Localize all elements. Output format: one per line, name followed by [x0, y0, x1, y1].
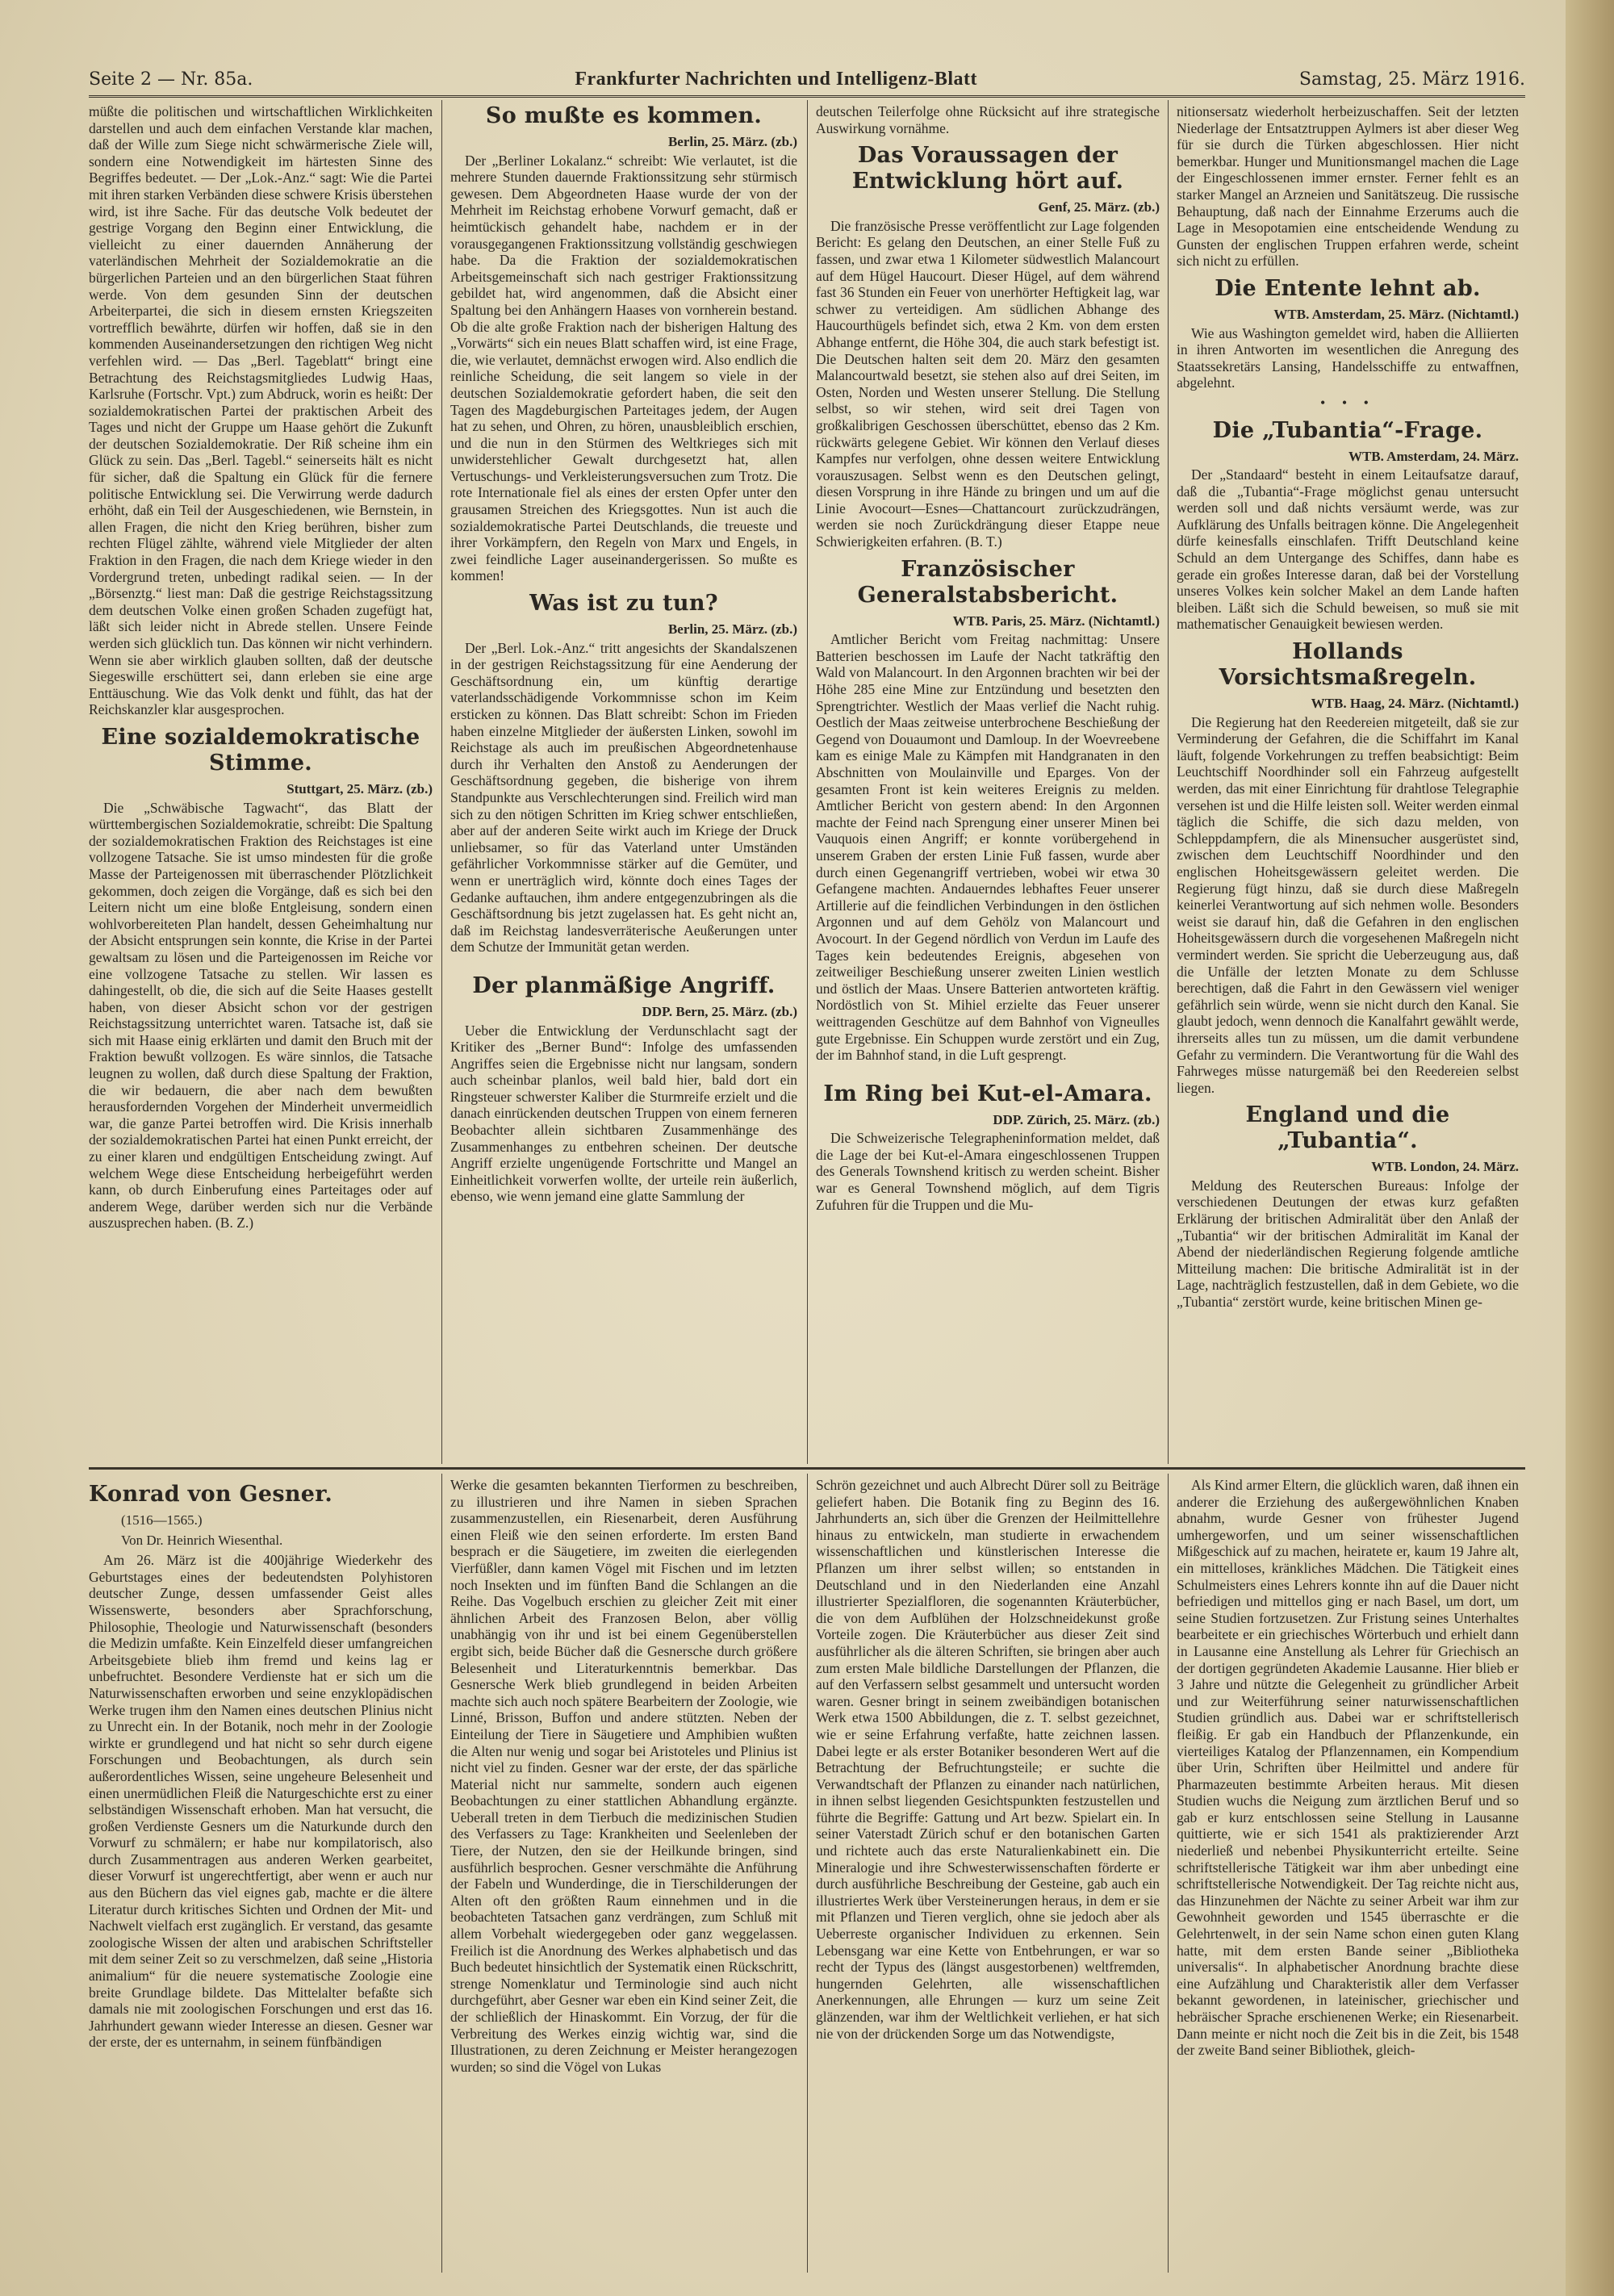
feuilleton-rule — [89, 1467, 1525, 1470]
article-headline: Französischer Generalstabsbericht. — [857, 556, 1119, 608]
article-text: Meldung des Reuterschen Bureaus: Infolge der verschiedenen Deutungen der etwas kurz gefaßten Erklärung der britischen Admiralität über den Anlaß der „Tubantia“ wir der britischen Admiralität im Kanal der Abend der niederländischen Regierung folgende amtliche Mitteilung machen: Die britische Admiralität ist in der Lage, nachträglich festzustellen, daß in dem Gebiete, wo die „Tubantia“ zerstört wurde, keine britischen Minen ge- — [1177, 1177, 1519, 1311]
article-headline: Eine sozialdemokratische Stimme. — [101, 724, 420, 776]
article-text: nitionsersatz wiederholt herbeizuschaffen. Seit der letzten Niederlage der Entsatztruppen Aylmers ist aber dieser Weg für sie durch die Türken abgeschlossen. Hier nicht bemerkbar. Hunger und Munitionsmangel machen die Lage der Eingeschlossenen immer ernster. Ferner fehlt es an starker Mangel an Arzneien und Sanitätszeug. Die russische Behauptung, daß nach der Einnahme Erzerums auch die Lage in Mesopotamien eine entscheidende Wendung zu Gunsten der englischen Truppen erfahren werde, scheint sich nicht zu erfüllen. — [1177, 103, 1519, 270]
feuilleton-column-1 — [89, 1477, 433, 2272]
feuilleton-byline: Von Dr. Heinrich Wiesenthal. — [121, 1532, 283, 1548]
article-dateline: WTB. Amsterdam, 24. März. — [1348, 448, 1519, 464]
article-dateline: Stuttgart, 25. März. (zb.) — [286, 780, 433, 797]
issue-date: Samstag, 25. März 1916. — [1298, 69, 1525, 90]
column-1 — [89, 103, 433, 1464]
feuilleton-column-3 — [816, 1477, 1160, 2272]
article-headline: Die Entente lehnt ab. — [1215, 275, 1481, 301]
column-rule — [1168, 1474, 1169, 2273]
article-text: Der „Berliner Lokalanz.“ schreibt: Wie verlautet, ist die mehrere Stunden dauernde Fraktionssitzung sehr stürmisch gewesen. Dem Abgeordneten Haase wurde der von der Mehrheit im Reichstag erhobene Vorwurf gemacht, daß er heimtückisch gehandelt habe, nachdem er in der vorausgegangenen Fraktionssitzung vollständig geschwiegen habe. Da die Fraktion der sozialdemokratischen Arbeitsgemeinschaft sich nach gestriger Fraktionssitzung gebildet hat, wird angenommen, daß die Absicht einer Spaltung bei den Anhängern Haases von vornherein bestand. Ob die alte große Fraktion nach der bisherigen Haltung des „Vorwärts“ sich ein neues Blatt schaffen wird, ist eine Frage, die, wie verlautet, demnächst erwogen wird. Also endlich die reinliche Scheidung, die seit langem so viele in der deutschen Sozialdemokratie gefordert haben, die seit den Tagen des Magdeburgischen Parteitages jedem, der Augen hat zu sehen, und Ohren, zu hören, unausbleiblich erschien, und die nun in den Stürmen des Weltkrieges sich mit unwiderstehlicher Gewalt durchgesetzt hat, allen Vertuschungs- und Verkleisterungsversuchen zum Trotz. Die rote Internationale fiel als eines der ersten Opfer unter den grausamen Streichen des Kriegsgottes. Nun ist auch die sozialdemokratische Partei Deutschlands, die treueste und ihrer Vorkämpfern, den Regeln von Marx und Engels, in zwei feindliche Lager auseinandergerissen. So mußte es kommen! — [450, 152, 797, 584]
article-dateline: WTB. Paris, 25. März. (Nichtamtl.) — [952, 613, 1160, 629]
article-dateline: WTB. London, 24. März. — [1371, 1159, 1519, 1175]
paper-edge — [1566, 0, 1614, 2296]
article-text: deutschen Teilerfolge ohne Rücksicht auf ihre strategische Auswirkung vornähme. — [816, 103, 1160, 136]
article-headline: England und die „Tubantia“. — [1245, 1102, 1450, 1154]
article-text: Die Schweizerische Telegrapheninformation meldet, daß die Lage der bei Kut-el-Amara eingeschlossenen Truppen des Generals Townshend kritisch zu werden scheint. Bisher war es General Townshend möglich, auf dem Tigris Zufuhren für die Truppen und die Mu- — [816, 1130, 1160, 1213]
article-text: Amtlicher Bericht vom Freitag nachmittag: Unsere Batterien beschossen im Laufe der Nacht tatkräftig den Wald von Malancourt. In den Argonnen brachten wir bei der Höhe 285 eine Mine zur Entzündung und besetzten den Sprengtrichter. Westlich der Maas verlief die Nacht ruhig. Oestlich der Maas zeitweise unterbrochene Beschießung der Gegend von Douaumont und Damloup. In der Woevreebene kam es einige Male zu Kämpfen mit Handgranaten in den Abschnitten von Moulainville und Eparges. Von der gesamten Front ist kein weiteres Ereignis zu melden. Amtlicher Bericht von gestern abend: In den Argonnen machte der Feind nach Sprengung einer unserer Minen bei Vauquois einen Angriff; er konnte vorübergehend in unserem Graben der ersten Linie Fuß fassen, wurde aber durch einen Gegenangriff vertrieben, wobei wir etwa 30 Gefangene machten. Andauerndes lebhaftes Feuer unserer Artillerie auf die feindlichen Verbindungen in den östlichen Argonnen und auf dem Gehölz von Malancourt und Avocourt. In der Gegend nördlich von Verdun im Laufe des Tages kein bedeutendes Ereignis, abgesehen von zeitweiliger Beschießung unserer zweiten Linien westlich und östlich der Maas. Unsere Batterien antworteten kräftig. Nordöstlich von St. Mihiel erzielte das Feuer unserer weittragenden Geschütze auf dem Bahnhof von Vigneulles gute Ergebnisse. Ein Schuppen wurde zerstört und ein Zug, der im Bahnhof stand, in die Luft gesprengt. — [816, 631, 1160, 1064]
feuilleton-column-4 — [1177, 1477, 1519, 2272]
newspaper-title: Frankfurter Nachrichten und Intelligenz-Blatt — [575, 68, 978, 90]
column-rule — [1168, 100, 1169, 1464]
article-dateline: Berlin, 25. März. (zb.) — [667, 621, 797, 638]
article-headline: Im Ring bei Kut-el-Amara. — [823, 1081, 1152, 1106]
column-rule — [441, 1474, 442, 2273]
masthead — [89, 63, 1525, 98]
article-headline: Das Voraussagen der Entwicklung hört auf. — [851, 143, 1124, 194]
article-text: Werke die gesamten bekannten Tierformen zu beschreiben, zu illustrieren und ihre Namen in sieben Sprachen zusammenzustellen, ein Riesenarbeit, deren Ausführung einen Fleiß wie den seinen erforderte. Im ersten Band besprach er die Säugetiere, im zweiten die eierlegenden Vierfüßler, dann kamen Vögel mit Fischen und im letzten noch Insekten und im fünften Band die Schlangen an die Reihe. Das Vogelbuch erschien zu gleicher Zeit mit einer ähnlichen Arbeit des Franzosen Belon, aber völlig unabhängig von ihr und ist bei einem Gegenüberstellen ergibt sich, beide Bücher daß die Gesnersche durch größere Belesenheit und Literaturkenntnis bemerkbar. Das Gesnersche Werk blieb grundlegend in beiden Arbeiten machte sich auch noch spätere Bearbeitern der Zoologie, wie Linné, Brisson, Buffon und andere stützten. Neben der Einteilung der Tiere in Säugetiere und Amphibien wußten die Alten nur wenig und sogar bei Aristoteles und Plinius ist nicht viel zu finden. Gesner war der erste, der das spärliche Material nicht nur sammelte, sondern auch eigenen Beobachtungen zu einer stattlichen Abhandlung ergänzte. Ueberall treten in dem Tierbuch die medizinischen Studien des Verfassers zu Tage: Krankheiten und Seelenleben der Tiere, der Nutzen, den sie der Heilkunde bringen, sind ausführlich besprochen. Gesner verschmähte die Anführung der Fabeln und Wunderdinge, die in Tierschilderungen der Alten oft den größten Raum einnehmen und in die beobachteten Tatsachen ganz verdrängen, zum Schluß mit allem Vorbehalt wiedergegeben oder ganz weggelassen. Freilich ist die Anordnung des Werkes alphabetisch und das Buch bedeutet hinsichtlich der Systematik einen Rückschritt, strenge Nomenklatur und Terminologie sind auch nicht durchgeführt, aber Gesner war eben ein Kind seiner Zeit, die der schließlich der Hinaskommt. Ein Vorzug, der für die Verbreitung des Werkes einzig wichtig war, sind die Illustrationen, zu deren Zeichnung er Meister herangezogen wurden; so sind die Vögel von Lukas — [450, 1477, 797, 2075]
article-headline: Was ist zu tun? — [529, 591, 718, 617]
column-rule — [807, 100, 808, 1464]
article-text: Wie aus Washington gemeldet wird, haben die Alliierten in ihren Antworten im wesentlichen die Anregung des Staatssekretärs Lansing, Handelsschiffe zu entwaffnen, abgelehnt. — [1177, 324, 1519, 391]
feuilleton-years: (1516—1565.) — [121, 1512, 203, 1528]
article-dateline: Genf, 25. März. (zb.) — [1038, 199, 1160, 215]
column-rule — [441, 100, 442, 1464]
article-text: Die „Schwäbische Tagwacht“, das Blatt der württembergischen Sozialdemokratie, schreibt: Die Spaltung der sozialdemokratischen Fraktion des Reichstages ist eine vollzogene Tatsache. Sie ist umso mindesten für die große Masse der Parteigenossen mit überraschender Plötzlichkeit gekommen, doch zeigen die Vorgänge, daß es sich bei den Leitern nicht um eine bloße Entgleisung, sondern einen wohlvorbereiteten Plan handelt, dessen Geheimhaltung nur der Absicht entsprungen sein konnte, die Krise in der Partei gewaltsam zu lösen und die Parteigenossen im Reiche vor eine vollzogene Tatsache zu stellen. Wir lassen es dahingestellt, ob die, die sich auf die Seite Haases gestellt haben, von dieser Absicht schon vor der gestrigen Reichstagssitzung unterrichtet waren. Tatsache ist, daß sie sich mit Haase einig erklärten und damit den Bruch mit der Fraktion bewußt vollzogen. Es wäre sinnlos, die Tatsache leugnen zu wollen, daß durch diese Spaltung der Fraktion, die wir bedauern, die aber nach dem bewußten herausfordernden Vorgehen der Minderheit unvermeidlich war, die ganze Partei betroffen wird. Die Krisis innerhalb der sozialdemokratischen Partei hat einen Punkt erreicht, der zu einer klaren und endgültigen Entscheidung zwingt. Auf welchem Wege diese Entscheidung herbeigeführt werden kann, ob durch Einberufung eines Parteitages oder auf anderem Wege, darüber werden sich nur die Verbände auszusprechen haben. (B. Z.) — [89, 799, 433, 1232]
article-headline: Hollands Vorsichtsmaßregeln. — [1219, 639, 1477, 691]
article-dateline: DDP. Zürich, 25. März. (zb.) — [993, 1111, 1160, 1127]
article-text: Ueber die Entwicklung der Verdunschlacht sagt der Kritiker des „Berner Bund“: Infolge des umfassenden Angriffes seien die Ergebnisse nicht nur langsam, sondern auch scheinbar planlos, weil bald hier, bald dort ein Ringsteuer schwerster Kaliber die Sturmreife erzielt und die danach einrückenden deutschen Truppen von einem ferneren Beobachter allein sichtbaren Zusammenhänge des Zusammenhanges zu entbehren scheinen. Der deutsche Angriff erzielte ungenügende Fortschritte und Mangel an Einheitlichkeit vorwerfen wollte, der urteile rein äußerlich, ebenso, wie wenn jemand eine glatte Sammlung der — [450, 1022, 797, 1205]
article-text: Am 26. März ist die 400jährige Wiederkehr des Geburtstages eines der bedeutendsten Polyhistoren deutscher Zunge, dessen umfassender Geist alles Wissenswerte, besonders aber Sprachforschung, Philosophie, Theologie und Naturwissenschaft (besonders die Medizin umfaßte. Kein Einzelfeld dieser umfangreichen Arbeitsgebiete blieb ihm fremd und keins lag er unbefruchtet. Besondere Verdienste hat er sich um die Naturwissenschaften erworben und seine enzyklopädischen Werke trugen ihm den Namen eines deutschen Plinius nicht zu Unrecht ein. In der Botanik, noch mehr in der Zoologie wirkte er grundlegend und hat nicht so sehr durch eigene Forschungen und Beobachtungen, als durch sein außerordentliches Wissen, seine ungeheure Belesenheit und einen unermüdlichen Fleiß die Naturgeschichte erst zu einer selbständigen Wissenschaft erhoben. Man hat versucht, die großen Verdienste Gesners um die Naturkunde durch den Vorwurf zu schmälern; er habe nur kompilatorisch, also durch Zusammentragen aus anderen Werken gearbeitet, dieser Vorwurf ist ungerechtfertigt, aber wenn er auch nur aus den Büchern das viel eignes gab, machte er die ältere Literatur durch kritisches Sichten und Ordnen der Mit- und Nachwelt vielfach erst zugänglich. Er verstand, das gesamte zoologische Wissen der alten und arabischen Schriftsteller mit dem seiner Zeit so zu verschmelzen, daß seine „Historia animalium“ für die neuere systematische Zoologie eine breite Grundlage bildete. Das Mittelalter befaßte sich damals nie mit zoologischen Forschungen und erst das 16. Jahrhundert gewann wieder Interesse an diesen. Gesner war der erste, der es unternahm, in seinem fünfbändigen — [89, 1552, 433, 2051]
article-headline: So mußte es kommen. — [485, 103, 763, 128]
column-3 — [816, 103, 1160, 1464]
article-dateline: Berlin, 25. März. (zb.) — [667, 134, 797, 149]
column-2 — [450, 103, 797, 1464]
article-headline: Die „Tubantia“-Frage. — [1212, 417, 1483, 443]
feuilleton-column-2 — [450, 1477, 797, 2272]
article-text: Als Kind armer Eltern, die glücklich waren, daß ihnen ein anderer die Erziehung des außergewöhnlichen Knaben abnahm, wurde Gesner von frühester Jugend umhergeworfen, und um seiner wissenschaftlichen Mißgeschick auf zu machen, heiratete er, kaum 19 Jahre alt, ein mittelloses, kränkliches Mädchen. Die Tätigkeit eines Schulmeisters eines Lehrers konnte ihn auf die Dauer nicht befriedigen und mittellos ging er nach Basel, um dort, um seine Studien fortzusetzen. Zur Fristung seines Unterhaltes bearbeitete er ein griechisches Wörterbuch und erhielt dann in Lausanne eine Anstellung als Lehrer für Griechisch an der dortigen gegründeten Akademie Lausanne. Hier blieb er 3 Jahre und nützte die Gelegenheit zu gründlicher Arbeit und zur Weiterführung seiner naturwissenschaftlichen Studien gründlich aus. Dabei war er schriftstellerisch fleißig. Er gab ein Handbuch der Pflanzenkunde, ein vierteiliges Katalog der Pflanzennamen, ein Kompendium über Urin, Schriften über Heilmittel und andere für Pharmazeuten bestimmte Arbeiten heraus. Mit diesen Studien wuchs die Neigung zum ärztlichen Beruf und so gab er kurz entschlossen seine Stellung in Lausanne quittierte, wie er sich 1541 als praktizierender Arzt niederließ und nebenbei Physikunterricht erteilte. Seine schriftstellerische Tätigkeit war ihm aber unbedingt eine schriftstellerische Notwendigkeit. Der Tag reichte nicht aus, das Hinzunehmen der Nächte zu seiner Arbeit war ihm zur Gewohnheit geworden und 1545 überraschte er die Gelehrtenwelt, in der sein Name schon einen guten Klang hatte, mit dem ersten Bande seiner „Bibliotheka universalis“. In alphabetischer Anordnung brachte diese eine Aufzählung und Charakteristik aller dem Verfasser bekannt gewordenen, in lateinischer, griechischer und hebräischer Sprache erschienenen Werke; ein Riesenarbeit. Dann meinte er nicht noch die Zeit bis in die Zeit, bis 1548 der zweite Band seiner Bibliothek, gleich- — [1177, 1477, 1519, 2059]
article-text: Der „Standaard“ besteht in einem Leitaufsatze darauf, daß die „Tubantia“-Frage möglichst genau untersucht werden soll und daß nichts versäumt werde, was zur Aufklärung des Unfalls beitragen könne. Die Angelegenheit dürfe keinesfalls einschlafen. Trifft Deutschland keine Schuld an dem Untergange des Schiffes, dann habe es gerade ein großes Interesse daran, daß bei der Vorstellung unseres Volkes kein solcher Makel an dem Lande haften bleiben. Läßt sich die Schuld beweisen, so muß sie mit mathematischer Genauigkeit bewiesen werden. — [1177, 466, 1519, 633]
article-text: Schrön gezeichnet und auch Albrecht Dürer soll zu Beiträge geliefert haben. Die Botanik fing zu Beginn des 16. Jahrhunderts an, sich über die Grenzen der Heilmittellehre hinaus zu entwickeln, man studierte in erwachendem wissenschaftlichen und künstlerischen Interesse die Pflanzen um ihrer selbst willen; so entstanden in Deutschland und in den Niederlanden eine Anzahl illustrierter Spezialfloren, die sogenannten Kräuterbücher, die von dem Aufblühen der Holzschneidekunst große Vorteile zogen. Die Kräuterbücher aus dieser Zeit sind ausführlicher als die älteren Schriften, sie bringen aber auch zum ersten Male bildliche Darstellungen der Pflanzen, die auf den Verfassern selbst gesammelt und untersucht worden waren. Gesner bringt in seinem zweibändigen botanischen Werk etwa 1500 Abbildungen, die z. T. selbst gezeichnet, wie er seine Erfahrung verfaßte, hatte zeichnen lassen. Dabei legte er als erster Botaniker besonderen Wert auf die Betrachtung der Befruchtungsteile; er suchte die Verwandtschaft der Pflanzen zu einander nach natürlichen, in ihnen selbst liegenden Gesichtspunkten festzustellen und führte die Begriffe: Gattung und Art bezw. Spielart ein. In seiner Vaterstadt Zürich schuf er den botanischen Garten und richtete auch das erste Naturalienkabinett ein. Die Mineralogie und ihre Schwesterwissenschaften förderte er durch ausführliche Beschreibung der Gesteine, gab auch ein illustriertes Werk über Versteinerungen heraus, in dem er sie mit Pflanzen und Tieren verglich, ohne sie jedoch aber als Ueberreste organischer Individuen zu erkennen. Sein Lebensgang war eine Kette von Entbehrungen, er war so recht der Typus des (längst ausgestorbenen) weltfremden, hungernden Gelehrten, alle wissenschaftlichen Anerkennungen, alle Ehrungen — kurz um seine Zeit glänzenden, war ihm der Weltlichkeit verliehen, er hat sich nie von der drückenden Sorge um das Notwendigste, — [816, 1477, 1160, 2042]
column-rule — [807, 1474, 808, 2273]
feuilleton-headline: Konrad von Gesner. — [89, 1482, 333, 1507]
column-4 — [1177, 103, 1519, 1464]
section-separator: • • • — [1320, 394, 1375, 411]
article-text: müßte die politischen und wirtschaftlichen Wirklichkeiten darstellen und auch dem einfachen Verstande klar machen, daß der Wille zum Siege nicht schwärmerische Ziele will, sondern eine Notwendigkeit im härtesten Sinne des Begriffes bedeutet. — Der „Lok.-Anz.“ sagt: Wie die Partei mit ihren starken Verbänden diese schwere Krisis überstehen wird, ist ihre Sache. Für das deutsche Volk bedeutet der gestrige Vorgang den Beginn einer Entwicklung, die vielleicht zu einer dauernden Annäherung der vaterländischen Mehrheit der Sozialdemokratie an die bürgerlichen Parteien und an den bürgerlichen Staat führen werde. Von dem gesunden Sinn der deutschen Arbeiterpartei, die sich in diesem ernsten Kriegszeiten vortrefflich bewährte, dürfen wir hoffen, daß sie in den kommenden Auseinandersetzungen den richtigen Weg nicht verfehlen wird. — Das „Berl. Tageblatt“ bringt eine Betrachtung des Reichstagsmitgliedes Ludwig Haas, Karlsruhe (Fortschr. Vpt.) zum Abdruck, worin es heißt: Der sozialdemokratischen Partei der praktischen Arbeit des Tages und nicht der Gruppe um Haase gehört die Zukunft der deutschen Sozialdemokratie. Der Riß scheine ihm ein Glück zu sein. Das „Berl. Tagebl.“ seinerseits hält es nicht für sicher, daß die Spaltung ein Glück für die fernere politische Entwicklung sei. Die Verwirrung werde dadurch erhöht, daß ein Teil der Ausgeschiedenen, wie Bernstein, in allen Fragen, die nicht den Krieg berühren, bisher zum rechten Flügel zählte, während viele Mitglieder der alten Fraktion in den Fragen, die nach dem Kriege wieder in den Vordergrund treten, unbedingt radikal seien. — In der „Börsenztg.“ liest man: Daß die gestrige Reichstagssitzung dem deutschen Volke einen großen Schaden zugefügt hat, läßt sich leider nicht in Abrede stellen. Unsere Feinde werden sich glücklich tun. Das können wir nicht verhindern. Wenn sie aber wirklich glauben sollten, daß der deutsche Siegeswille erschüttert sei, dann erleben sie eine arge Enttäuschung. Wie das Volk denkt und fühlt, das hat der Reichskanzler klar ausgesprochen. — [89, 103, 433, 718]
article-headline: Der planmäßige Angriff. — [472, 972, 776, 998]
article-dateline: DDP. Bern, 25. März. (zb.) — [642, 1003, 797, 1019]
article-text: Der „Berl. Lok.-Anz.“ tritt angesichts der Skandalszenen in der gestrigen Reichstagssitzung für eine Aenderung der Geschäftsordnung ein, um künftig derartige vaterlandsschädigende Vorkommnisse schon im Keim ersticken zu können. Das Blatt schreibt: Schon im Frieden haben einzelne Mitglieder der äußersten Linken, sowohl im Reichstage als auch im preußischen Abgeordnetenhause durch ihr Verhalten den Anstoß zu Aenderungen der Geschäftsordnung gegeben, die bisherige von ihrem Standpunkte aus Verschlechterungen sind. Freilich wird man sich zu den nötigen Schritten im Krieg schwer entschließen, aber auf der anderen Seite wirkt auch im Kriege der Druck unliebsamer, so für das Vaterland unter Umständen gefährlicher Vorkommnisse stärker auf die Gemüter, und wenn er unerträglich wird, könnte doch eines Tages der Gedanke auftauchen, ihm andere entgegenzubringen als die Geschäftsordnung bis jetzt zugelassen hat. Es geht nicht an, daß im Reichstag landesverräterische Aeußerungen unter dem Schutze der Immunität getan werden. — [450, 639, 797, 956]
article-text: Die Regierung hat den Reedereien mitgeteilt, daß sie zur Verminderung der Gefahren, die die Schiffahrt im Kanal läuft, folgende Vorkehrungen zu treffen beabsichtigt: Beim Leuchtschiff Noordhinder soll ein Fahrzeug aufgestellt werden, das mit einer Einrichtung für drahtlose Telegraphie versehen ist und die Hilfe leisten soll. Weiter werden einmal täglich die Schiffe, die sich dazu melden, von Schleppdampfern, die als Minensucher ausgerüstet sind, zwischen dem Leuchtschiff Noordhinder und den englischen Hoheitsgewässern geleitet werden. Die Regierung fügt hinzu, daß sie durch diese Maßregeln keinerlei Verantwortung auf sich nehmen wolle. Besonders weist sie darauf hin, daß die Gefahren in den englischen Hoheitsgewässern durch die vorgesehenen Maßregeln nicht vermindert werden. Sie spricht die Ueberzeugung aus, daß die Unfälle der letzten Monate zu dem Schlusse berechtigen, daß die Fahrt in den Gewässern viel weniger gefährlich sein würde, wenn sie nicht durch den Kanal. Sie glaubt jedoch, wenn dennoch die Kanalfahrt gewählt werde, ihrerseits alles tun zu müssen, um die damit verbundene Gefahr zu vermindern. Die Verantwortung für die Wahl des Fahrweges müsse naturgemäß bei den Reedereien selbst liegen. — [1177, 713, 1519, 1096]
article-dateline: WTB. Amsterdam, 25. März. (Nichtamtl.) — [1273, 306, 1519, 322]
page-number: Seite 2 — Nr. 85a. — [89, 69, 253, 90]
article-text: Die französische Presse veröffentlicht zur Lage folgenden Bericht: Es gelang den Deutschen, an einer Stelle Fuß zu fassen, und zwar etwa 1 Kilometer südwestlich Malancourt auf dem Hügel Haucourt. Dieser Hügel, auf dem während fast 36 Stunden ein Feuer von unerhörter Heftigkeit lag, war schwer zu verteidigen. Am südlichen Abhange des Haucourthügels befindet sich, etwa 2 Km. von dem ersten Abhange entfernt, die Höhe 304, die auch stark befestigt ist. Die Deutschen halten seit dem 20. März den gesamten Malancourtwald besetzt, sie stehen also auf drei Seiten, im Osten, Norden und Westen unserer Stellung. Die Stellung selbst, so wir stehen, wird seit drei Tagen von großkalibrigen Geschossen überschüttet, ebenso das 2 Km. rückwärts gelegene Gebiet. Wir können den Verlauf dieses Kampfes nur verfolgen, ohne dessen weitere Entwicklung vorauszusagen. Selbst wenn es den Deutschen gelingt, diesen Vorsprung in ihre Hände zu bringen und um auf die Linie Avocourt—Esnes—Chattancourt zurückzudrängen, werden sie noch Zurückdrängung dieser Etappe neue Schwierigkeiten erfahren. (B. T.) — [816, 217, 1160, 550]
article-dateline: WTB. Haag, 24. März. (Nichtamtl.) — [1311, 696, 1519, 712]
